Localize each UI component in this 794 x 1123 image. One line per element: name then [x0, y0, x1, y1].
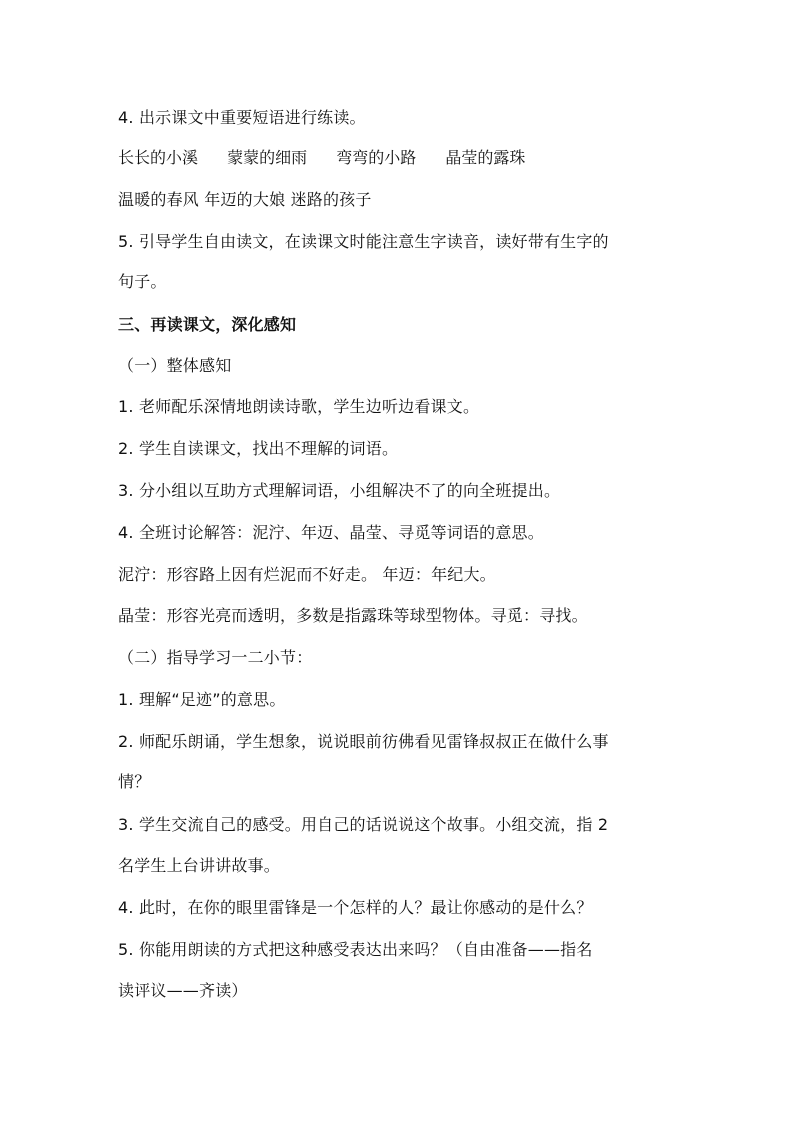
subsection-heading: （一）整体感知 [118, 356, 232, 375]
text-line: 4. 此时，在你的眼里雷锋是一个怎样的人？最让你感动的是什么？ [118, 898, 593, 917]
phrase-item: 晶莹的露珠 [445, 148, 526, 167]
text-line: 4. 全班讨论解答：泥泞、年迈、晶莹、寻觅等词语的意思。 [118, 523, 544, 542]
phrase-row [118, 148, 688, 168]
text-line: 句子。 [118, 272, 167, 291]
text-line: 2. 师配乐朗诵，学生想象，说说眼前彷佛看见雷锋叔叔正在做什么事 [118, 732, 609, 751]
subsection-heading: （二）指导学习一二小节： [118, 648, 313, 667]
text-line: 3. 学生交流自己的感受。用自己的话说说这个故事。小组交流，指 2 [118, 815, 609, 834]
text-line: 读评议——齐读） [118, 981, 248, 1000]
phrase-item: 蒙蒙的细雨 [227, 148, 308, 167]
text-line: 1. 老师配乐深情地朗读诗歌，学生边听边看课文。 [118, 397, 480, 416]
text-line: 名学生上台讲讲故事。 [118, 856, 281, 875]
phrase-item: 弯弯的小路 [336, 148, 417, 167]
text-line: 情？ [118, 772, 151, 791]
text-line: 2. 学生自读课文，找出不理解的词语。 [118, 439, 399, 458]
text-line: 泥泞：形容路上因有烂泥而不好走。 年迈：年纪大。 [118, 565, 496, 584]
text-line: 1. 理解“足迹”的意思。 [118, 690, 286, 709]
phrase-item: 长长的小溪 [118, 148, 199, 167]
text-line: 温暖的春风 年迈的大娘 迷路的孩子 [118, 190, 372, 209]
text-line: 5. 你能用朗读的方式把这种感受表达出来吗？（自由准备——指名 [118, 940, 593, 959]
text-line: 3. 分小组以互助方式理解词语，小组解决不了的向全班提出。 [118, 481, 561, 500]
text-line: 5. 引导学生自由读文，在读课文时能注意生字读音，读好带有生字的 [118, 232, 609, 251]
text-line: 4. 出示课文中重要短语进行练读。 [118, 108, 366, 127]
section-heading: 三、再读课文，深化感知 [118, 315, 297, 334]
text-line: 晶莹：形容光亮而透明，多数是指露珠等球型物体。寻觅：寻找。 [118, 606, 588, 625]
